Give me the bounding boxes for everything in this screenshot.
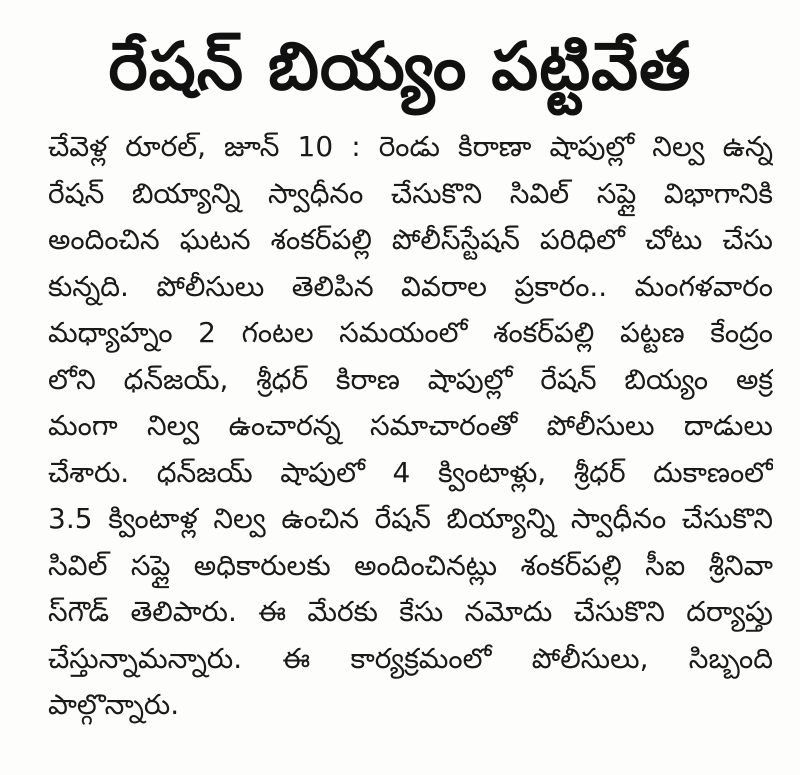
- article-line: పాల్గొన్నారు.: [48, 688, 180, 721]
- article-line: 3.5 క్వింటాళ్ల నిల్వ ఉంచిన రేషన్ బియ్యాన్ని స్వాధీనం చేసుకొని: [48, 502, 773, 535]
- article-line: మధ్యాహ్నం 2 గంటల సమయంలో శంకర్‌పల్లి పట్టణ కేంద్రం: [48, 316, 773, 349]
- article-line: చేశారు. ధన్‌జయ్ షాపులో 4 క్వింటాళ్లు, శ్రీధర్ దుకాణంలో: [48, 455, 773, 489]
- article-line: సివిల్ సప్లై అధికారులకు అందించినట్లు శంకర్‌పల్లి సీఐ శ్రీనివా: [48, 548, 773, 582]
- article-line: రేషన్ బియ్యాన్ని స్వాధీనం చేసుకొని సివిల్ సప్లై విభాగానికి: [48, 176, 773, 210]
- article-line: స్‌గౌడ్ తెలిపారు. ఈ మేరకు కేసు నమోదు చేసుకొని దర్యాప్తు: [48, 595, 773, 628]
- article-line: అందించిన ఘటన శంకర్‌పల్లి పోలీస్‌స్టేషన్ పరిధిలో చోటు చేసు: [48, 223, 773, 256]
- headline: రేషన్ బియ్యం పట్టివేత: [108, 28, 692, 105]
- article-line: లోని ధన్‌జయ్, శ్రీధర్ కిరాణ షాపుల్లో రేషన్ బియ్యం అక్ర: [48, 362, 773, 396]
- article-body: [48, 124, 773, 729]
- article-line: కున్నది. పోలీసులు తెలిపిన వివరాల ప్రకారం.. మంగళవారం: [48, 269, 773, 303]
- article-line: చేస్తున్నామన్నారు. ఈ కార్యక్రమంలో పోలీసులు, సిబ్బంది: [48, 641, 773, 675]
- article-line: మంగా నిల్వ ఉంచారన్న సమాచారంతో పోలీసులు దాడులు: [48, 409, 773, 442]
- article-line: చేవెళ్ల రూరల్, జూన్ 10 : రెండు కిరాణా షాపుల్లో నిల్వ ఉన్న: [48, 130, 773, 163]
